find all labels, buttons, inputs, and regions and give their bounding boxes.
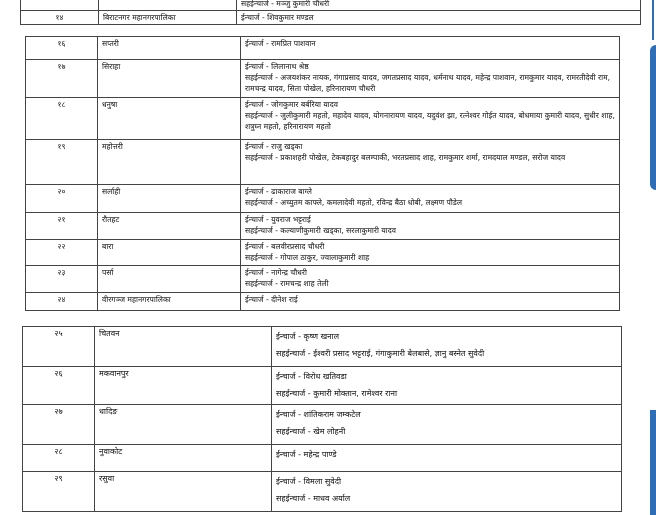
co-incharge-line: सहईन्चार्ज - अजयशंकर नायक, गंगाप्रसाद यादव, जगतप्रसाद यादव, धर्मनाथ यादव, महेन्द्र पाशवान, रामकुमार यादव, रामरतीदेवी राम, रामचन्द्र यादव, सिता पोखेल, हरिनारायण चौधरी: [245, 73, 611, 93]
assignment-cell: [272, 405, 622, 445]
district-name: बारा: [98, 240, 241, 266]
district-name: रौतहट: [98, 213, 241, 240]
incharge-line: ईन्चार्ज - महेन्द्र पाण्डे: [276, 450, 337, 459]
district-name: धादिङ: [95, 405, 272, 445]
incharge-line: ईन्चार्ज - शांतिकराम जम्कटेल: [276, 410, 361, 419]
assignment-cell: [241, 213, 620, 240]
district-name: सिराहा: [98, 60, 241, 98]
assignment-cell: [237, 0, 641, 11]
table-row: [23, 327, 622, 367]
decorative-stripe-top: [652, 0, 654, 40]
row-number: १७: [26, 60, 98, 98]
co-incharge-line: सहईन्चार्ज - मञ्जु कुमारी चौधरी: [241, 0, 330, 8]
table-row: [26, 98, 620, 140]
table-row: [23, 405, 622, 445]
co-incharge-line: सहईन्चार्ज - माधव अर्याल: [276, 494, 351, 503]
row-number: १८: [26, 98, 98, 140]
district-name: रसुवा: [95, 472, 272, 512]
row-number: १९: [26, 140, 98, 185]
assignment-cell: [272, 445, 622, 472]
co-incharge-line: सहईन्चार्ज - प्रकाशहरी पोखेल, टेकबहादुर बलम्पाकी, भरतप्रसाद शाह, रामकुमार शर्मा, रामदयाल मण्डल, सरोज यादव: [245, 153, 566, 162]
co-incharge-line: सहईन्चार्ज - गोपाल ठाकुर, ज्वालाकुमारी शाह: [245, 253, 370, 262]
table-row: [21, 0, 641, 11]
table-row: [26, 37, 620, 60]
assignment-cell: [241, 98, 620, 140]
incharge-line: ईन्चार्ज - कृष्ण खनाल: [276, 332, 340, 341]
table-row: [26, 140, 620, 185]
co-incharge-line: सहईन्चार्ज - जुलीकुमारी महतो, महादेव यादव, योगनारायण यादव, यदुवंश झा, रत्नेश्वर गोईत यादव, बोधमाया कुमारी यादव, सुधीर शाह, शत्रुघ्न महतो, हरिनारायण महतो: [245, 111, 615, 131]
incharge-line: ईन्चार्ज - रामप्रित पाशवान: [245, 39, 316, 48]
incharge-line: ईन्चार्ज - बलवीरप्रसाद चौधरी: [245, 242, 325, 251]
co-incharge-line: सहईन्चार्ज - ईश्वरी प्रसाद भट्टराई, गंगाकुमारी बेलबासे, ज्ञानु बस्नेत सुवेदी: [276, 349, 485, 358]
district-name: चितवन: [95, 327, 272, 367]
district-name: [99, 0, 237, 11]
row-number: १६: [26, 37, 98, 60]
incharge-line: ईन्चार्ज - दीनेश राई: [245, 295, 298, 304]
table-row: [26, 213, 620, 240]
assignment-cell: [241, 240, 620, 266]
assignment-cell: [272, 472, 622, 512]
assignment-cell: [241, 140, 620, 185]
row-number: २६: [23, 367, 95, 405]
incharge-line: ईन्चार्ज - जोगकुमार बर्बरिया यादव: [245, 100, 339, 109]
assignment-cell: [272, 367, 622, 405]
table-row: [26, 185, 620, 213]
decorative-stripe: [650, 45, 656, 190]
district-name: सर्लाही: [98, 185, 241, 213]
row-number: २१: [26, 213, 98, 240]
district-name: बिराटनगर महानगरपालिका: [99, 11, 237, 25]
row-number: २४: [26, 293, 98, 311]
assignment-cell: [241, 185, 620, 213]
table-row: [26, 293, 620, 311]
row-number: २०: [26, 185, 98, 213]
row-number: २९: [23, 472, 95, 512]
district-name: सप्तरी: [98, 37, 241, 60]
incharge-line: ईन्चार्ज - विरोध खतिवडा: [276, 372, 347, 381]
table-row: [23, 367, 622, 405]
assignment-cell: [237, 11, 641, 25]
row-number: २८: [23, 445, 95, 472]
table-row: [21, 11, 641, 25]
row-number: २२: [26, 240, 98, 266]
district-name: मकवानपुर: [95, 367, 272, 405]
assignment-table-2: [25, 36, 620, 311]
incharge-line: ईन्चार्ज - नागेन्द्र चौधरी: [245, 268, 307, 277]
row-number: [21, 0, 99, 11]
table-row: [23, 445, 622, 472]
assignment-cell: [241, 266, 620, 293]
district-name: पर्सा: [98, 266, 241, 293]
table-row: [26, 60, 620, 98]
assignment-table-1: [20, 0, 641, 25]
incharge-line: ईन्चार्ज - युवराज भट्टराई: [245, 215, 311, 224]
incharge-line: ईन्चार्ज - लिलानाथ श्रेष्ठ: [245, 62, 309, 71]
decorative-stripe-bottom: [650, 410, 656, 515]
row-number: १४: [21, 11, 99, 25]
co-incharge-line: सहईन्चार्ज - रामचन्द्र शाह तेली: [245, 279, 329, 288]
incharge-line: ईन्चार्ज - राजु खड्का: [245, 142, 303, 151]
table-row: [26, 266, 620, 293]
co-incharge-line: सहईन्चार्ज - अच्युतम काफ्ले, कमलादेवी महतो, रविन्द्र बैठा धोबी, लक्ष्मण पौडेल: [245, 198, 462, 207]
row-number: २३: [26, 266, 98, 293]
table-row: [26, 240, 620, 266]
incharge-line: ईन्चार्ज - ढाकाराज बाग्ले: [245, 187, 312, 196]
row-number: २७: [23, 405, 95, 445]
district-name: महोत्तरी: [98, 140, 241, 185]
assignment-cell: [241, 293, 620, 311]
district-name: नुवाकोट: [95, 445, 272, 472]
assignment-cell: [241, 37, 620, 60]
incharge-line: ईन्चार्ज - विमला सुवेदी: [276, 477, 342, 486]
assignment-cell: [241, 60, 620, 98]
row-number: २५: [23, 327, 95, 367]
incharge-line: ईन्चार्ज - शिवकुमार मण्डल: [241, 13, 314, 22]
assignment-table-3: [22, 326, 622, 512]
district-name: वीरगञ्ज महानगरपालिका: [98, 293, 241, 311]
table-row: [23, 472, 622, 512]
co-incharge-line: सहईन्चार्ज - कल्याणीकुमारी खड्का, सरलाकुमारी यादव: [245, 226, 396, 235]
assignment-cell: [272, 327, 622, 367]
district-name: धनुषा: [98, 98, 241, 140]
co-incharge-line: सहईन्चार्ज - कुमारी मोक्तान, रामेश्वर राना: [276, 389, 398, 398]
co-incharge-line: सहईन्चार्ज - खेम लोहनी: [276, 427, 346, 436]
